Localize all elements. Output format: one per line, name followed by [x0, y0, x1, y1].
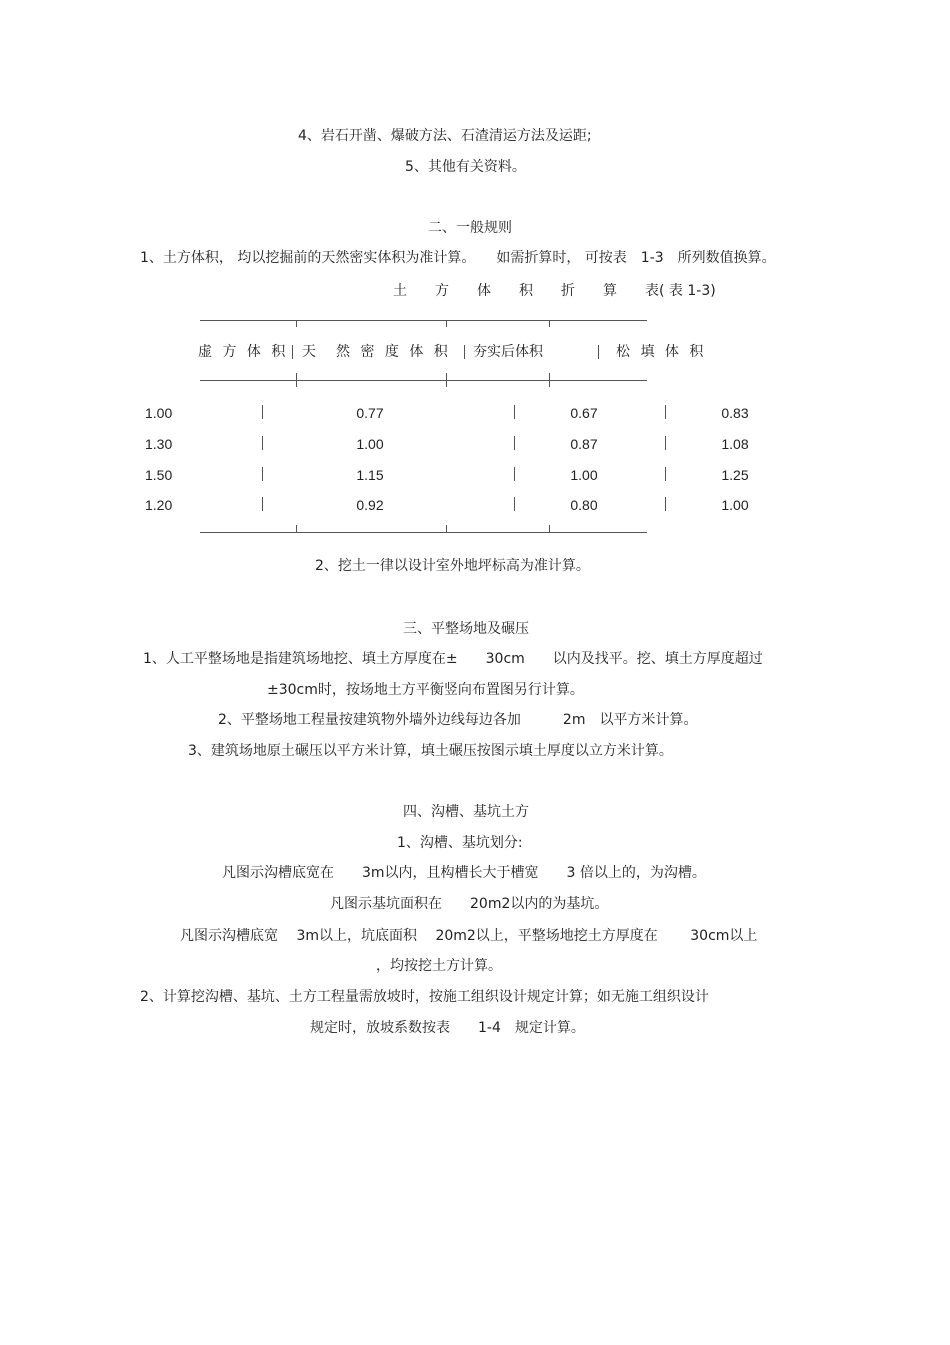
row-separator	[514, 405, 515, 419]
row-separator	[514, 436, 515, 450]
rule-3-1-line-1: 1、人工平整场地是指建筑场地挖、填土方厚度在± 30cm 以内及找平。挖、填土方厚度超过	[143, 651, 763, 667]
row-separator	[665, 405, 666, 419]
table-tick	[446, 320, 447, 327]
rule-4-1: 1、沟槽、基坑划分:	[397, 835, 523, 851]
row-separator	[262, 436, 263, 450]
row-separator	[262, 497, 263, 511]
intro-item-5: 5、其他有关资料。	[405, 159, 526, 175]
table-tick	[446, 373, 447, 387]
header-separator	[598, 345, 599, 359]
section-4-heading: 四、沟槽、基坑土方	[403, 804, 529, 820]
table-top-rule	[200, 320, 647, 321]
table-cell: 1.20	[145, 497, 173, 513]
table-bottom-rule	[200, 532, 647, 533]
table-title: 土 方 体 积 折 算 表( 表 1-3)	[393, 283, 716, 299]
table-cell: 0.92	[356, 497, 384, 513]
header-separator	[292, 345, 293, 359]
rule-4-1-line-b: 凡图示基坑面积在 20m2以内的为基坑。	[330, 896, 609, 912]
table-header-rule	[200, 380, 647, 381]
table-cell: 0.87	[570, 436, 598, 452]
row-separator	[262, 405, 263, 419]
header-loose-volume: 虚 方 体 积	[198, 344, 289, 360]
table-tick	[296, 373, 297, 387]
table-cell: 0.80	[570, 497, 598, 513]
table-cell: 1.30	[145, 436, 173, 452]
section-2-heading: 二、一般规则	[428, 220, 512, 236]
table-cell: 1.50	[145, 467, 173, 483]
rule-4-1-line-d: ，均按挖土方计算。	[376, 958, 502, 974]
rule-3-1-line-2: ±30cm时，按场地土方平衡竖向布置图另行计算。	[267, 682, 584, 698]
row-separator	[514, 497, 515, 511]
table-cell: 1.08	[721, 436, 749, 452]
row-separator	[665, 436, 666, 450]
table-cell: 1.00	[145, 405, 173, 421]
table-cell: 1.00	[356, 436, 384, 452]
table-cell: 1.00	[721, 497, 749, 513]
rule-2-1: 1、土方体积， 均以挖掘前的天然密实体积为准计算。 如需折算时， 可按表 1-3 所列数值换算。	[140, 250, 776, 266]
header-fill-volume: 松 填 体 积	[616, 344, 707, 360]
rule-3-3: 3、建筑场地原土碾压以平方米计算，填土碾压按图示填土厚度以立方米计算。	[188, 743, 673, 759]
rule-4-1-line-a: 凡图示沟槽底宽在 3m以内，且构槽长大于槽宽 3 倍以上的，为沟槽。	[222, 865, 706, 881]
rule-4-2-line-2: 规定时，放坡系数按表 1-4 规定计算。	[310, 1020, 585, 1036]
header-separator	[464, 345, 465, 359]
table-cell: 0.77	[356, 405, 384, 421]
table-cell: 1.00	[570, 467, 598, 483]
rule-3-2: 2、平整场地工程量按建筑物外墙外边线每边各加 2m 以平方米计算。	[218, 712, 698, 728]
row-separator	[262, 467, 263, 481]
row-separator	[514, 467, 515, 481]
rule-2-2: 2、挖土一律以设计室外地坪标高为准计算。	[315, 558, 590, 574]
header-natural-volume: 天 然 密 度 体 积	[302, 344, 451, 360]
rule-4-1-line-c: 凡图示沟槽底宽 3m以上，坑底面积 20m2以上，平整场地挖土方厚度在 30cm以上	[180, 928, 758, 944]
row-separator	[665, 467, 666, 481]
table-tick	[446, 525, 447, 532]
table-tick	[549, 320, 550, 327]
section-3-heading: 三、平整场地及碾压	[403, 621, 529, 637]
table-cell: 1.25	[721, 467, 749, 483]
header-compacted-volume: 夯实后体积	[473, 344, 543, 360]
table-tick	[296, 320, 297, 327]
table-tick	[549, 373, 550, 387]
row-separator	[665, 497, 666, 511]
rule-4-2-line-1: 2、计算挖沟槽、基坑、土方工程量需放坡时，按施工组织设计规定计算；如无施工组织设计	[140, 989, 709, 1005]
table-cell: 0.83	[721, 405, 749, 421]
table-cell: 1.15	[356, 467, 384, 483]
table-tick	[549, 525, 550, 532]
table-tick	[296, 525, 297, 532]
table-cell: 0.67	[570, 405, 598, 421]
intro-item-4: 4、岩石开凿、爆破方法、石渣清运方法及运距;	[298, 128, 592, 144]
